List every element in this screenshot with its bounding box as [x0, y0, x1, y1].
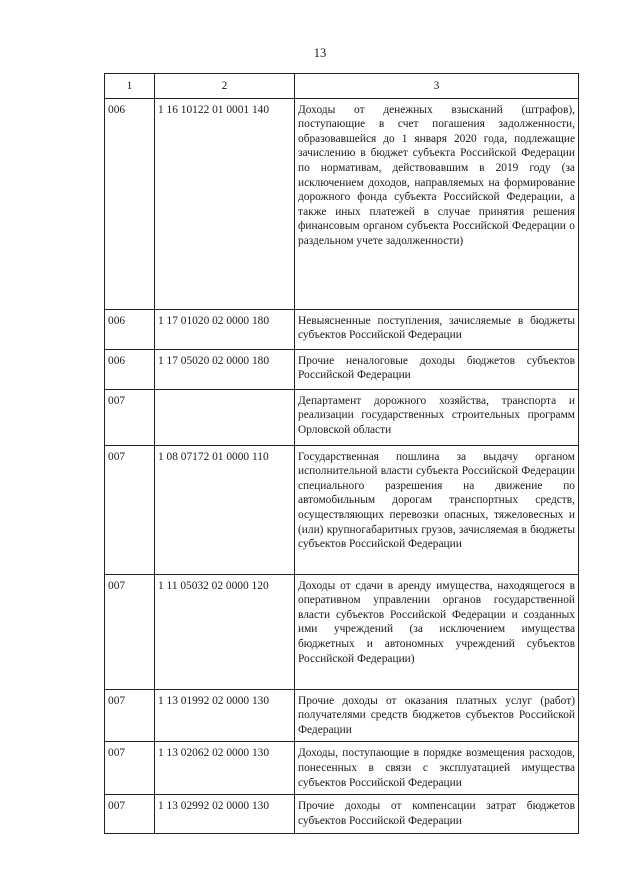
table-row [105, 445, 579, 574]
table-header-row [105, 74, 579, 99]
column-header-3: 3 [295, 74, 579, 99]
column-header-1: 1 [105, 74, 155, 99]
admin-code-cell: 006 [105, 309, 155, 349]
description-cell: Невыясненные поступления, зачисляемые в бюджеты субъектов Российской Федерации [295, 309, 579, 349]
table-row [105, 389, 579, 445]
table-row [105, 689, 579, 742]
table-row [105, 574, 579, 689]
admin-code-cell: 007 [105, 445, 155, 574]
admin-code-cell: 007 [105, 574, 155, 689]
budget-code-cell: 1 13 01992 02 0000 130 [155, 689, 295, 742]
admin-code-cell: 006 [105, 349, 155, 389]
admin-code-cell: 007 [105, 689, 155, 742]
budget-code-cell: 1 16 10122 01 0001 140 [155, 98, 295, 309]
budget-code-cell: 1 08 07172 01 0000 110 [155, 445, 295, 574]
admin-code-cell: 007 [105, 389, 155, 445]
description-cell: Доходы от денежных взысканий (штрафов), поступающие в счет погашения задолженности, образовавшейся до 1 января 2020 года, подлежащие зачислению в бюджет субъекта Российской Федерации по нормативам, действовавшим в 2019 году (за исключением доходов, направляемых на формирование дорожного фонда субъекта Российской Федерации, а также иных платежей в случае принятия решения финансовым органом субъекта Российской Федерации о раздельном учете задолженности) [295, 98, 579, 309]
page-number: 13 [313, 46, 327, 60]
table-row [105, 309, 579, 349]
description-cell: Государственная пошлина за выдачу органом исполнительной власти субъекта Российской Федерации специального разрешения на движение по автомобильным дорогам транспортных средств, осуществляющих перевозки опасных, тяжеловесных и (или) крупногабаритных грузов, зачисляемая в бюджеты субъектов Российской Федерации [295, 445, 579, 574]
admin-code-cell: 007 [105, 795, 155, 834]
revenue-codes-table [104, 73, 579, 834]
description-cell: Прочие доходы от компенсации затрат бюджетов субъектов Российской Федерации [295, 795, 579, 834]
budget-code-cell: 1 13 02992 02 0000 130 [155, 795, 295, 834]
budget-code-cell [155, 389, 295, 445]
budget-code-cell: 1 11 05032 02 0000 120 [155, 574, 295, 689]
description-cell: Прочие неналоговые доходы бюджетов субъектов Российской Федерации [295, 349, 579, 389]
budget-code-cell: 1 17 05020 02 0000 180 [155, 349, 295, 389]
budget-code-cell: 1 13 02062 02 0000 130 [155, 742, 295, 795]
table-row [105, 349, 579, 389]
description-cell: Доходы, поступающие в порядке возмещения расходов, понесенных в связи с эксплуатацией имущества субъектов Российской Федерации [295, 742, 579, 795]
table-row [105, 98, 579, 309]
table-row [105, 795, 579, 834]
description-cell: Департамент дорожного хозяйства, транспорта и реализации государственных строительных программ Орловской области [295, 389, 579, 445]
description-cell: Доходы от сдачи в аренду имущества, находящегося в оперативном управлении органов государственной власти субъектов Российской Федерации и созданных ими учреждений (за исключением имущества бюджетных и автономных учреждений субъектов Российской Федерации) [295, 574, 579, 689]
budget-code-cell: 1 17 01020 02 0000 180 [155, 309, 295, 349]
admin-code-cell: 006 [105, 98, 155, 309]
description-cell: Прочие доходы от оказания платных услуг (работ) получателями средств бюджетов субъектов Российской Федерации [295, 689, 579, 742]
column-header-2: 2 [155, 74, 295, 99]
admin-code-cell: 007 [105, 742, 155, 795]
table-row [105, 742, 579, 795]
